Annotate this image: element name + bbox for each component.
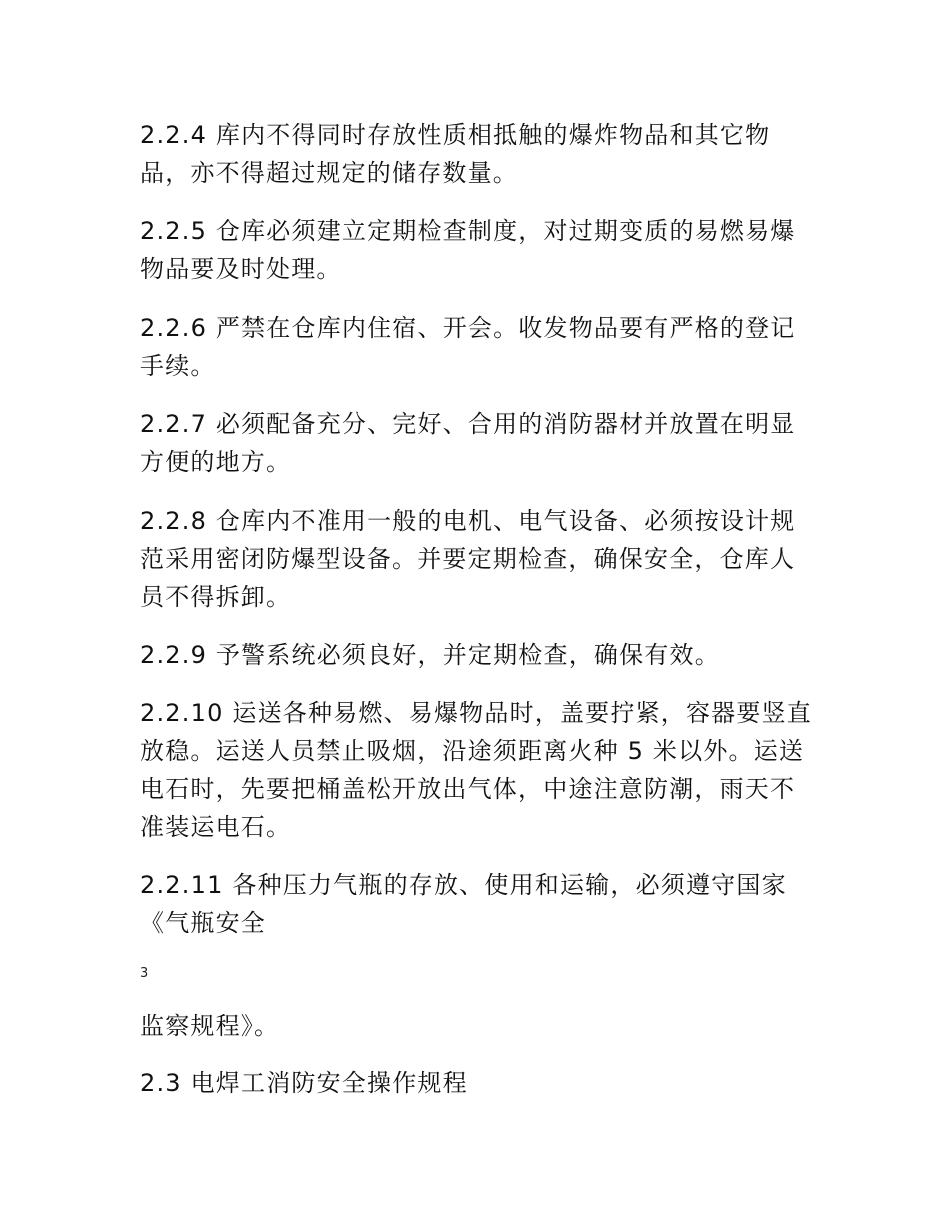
clause-2-2-7: 2.2.7 必须配备充分、完好、合用的消防器材并放置在明显方便的地方。 — [140, 410, 796, 476]
clause-2-2-10: 2.2.10 运送各种易燃、易爆物品时，盖要拧紧，容器要竖直放稳。运送人员禁止吸烟，沿途须距离火种 5 米以外。运送电石时，先要把桶盖松开放出气体，中途注意防潮，雨天不准装运电石。 — [140, 699, 812, 841]
clause-2-2-4: 2.2.4 库内不得同时存放性质相抵触的爆炸物品和其它物品，亦不得超过规定的储存数量。 — [140, 121, 771, 187]
clause-2-2-5: 2.2.5 仓库必须建立定期检查制度，对过期变质的易燃易爆物品要及时处理。 — [140, 217, 796, 283]
clause-2-2-9: 2.2.9 予警系统必须良好，并定期检查，确保有效。 — [140, 641, 720, 669]
section-heading: 2.3 电焊工消防安全操作规程 — [140, 1069, 468, 1097]
continuation-text: 监察规程》。 — [140, 1012, 280, 1040]
clause-2-2-11: 2.2.11 各种压力气瓶的存放、使用和运输，必须遵守国家《气瓶安全 — [140, 871, 787, 937]
clause-2-2-8: 2.2.8 仓库内不准用一般的电机、电气设备、必须按设计规范采用密闭防爆型设备。并要定期检查，确保安全，仓库人员不得拆卸。 — [140, 507, 796, 611]
page-number: 3 — [140, 966, 149, 981]
clause-2-2-6: 2.2.6 严禁在仓库内住宿、开会。收发物品要有严格的登记手续。 — [140, 314, 796, 380]
